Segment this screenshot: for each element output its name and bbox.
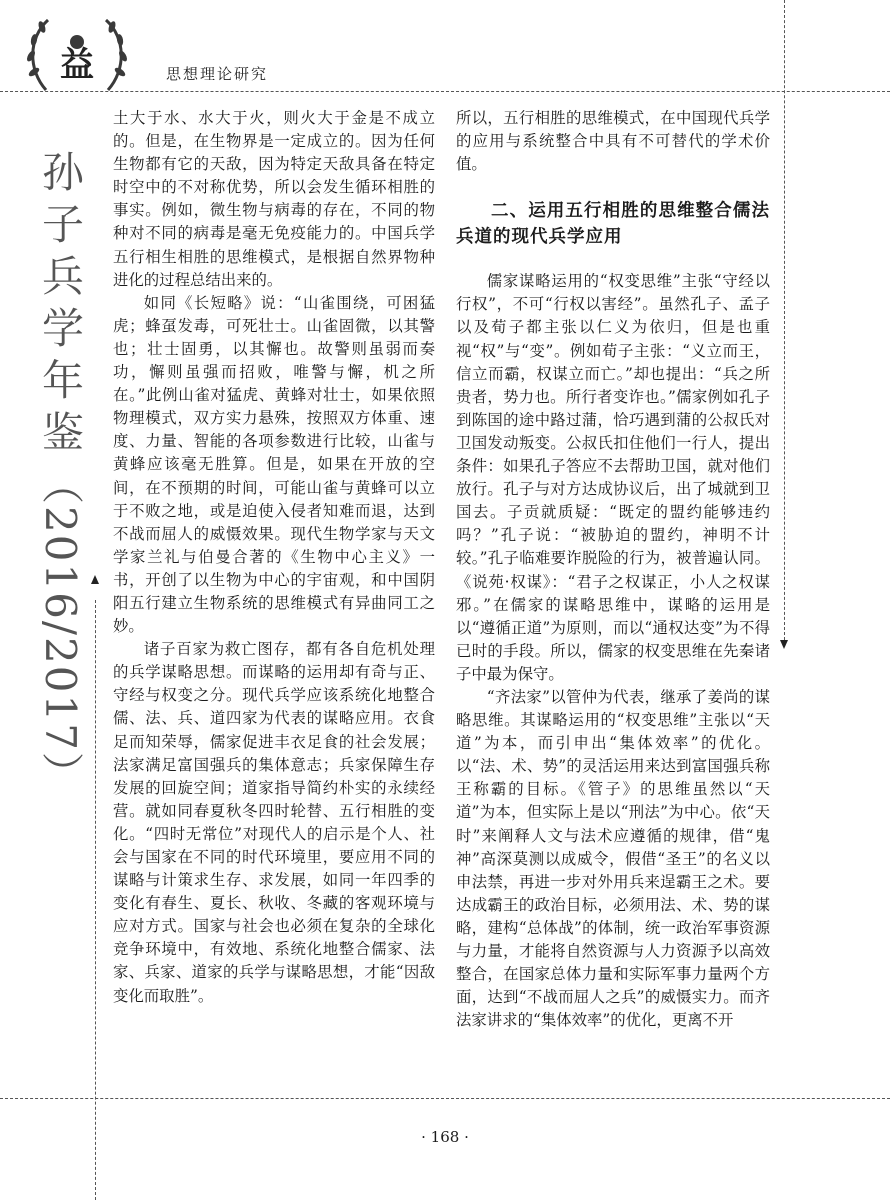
logo-glyph: 益 [60, 45, 94, 85]
paragraph: “齐法家”以管仲为代表，继承了姜尚的谋略思维。其谋略运用的“权变思维”主张以“天道”为本，而引申出“集体效率”的优化。以“法、术、势”的灵活运用来达到富国强兵称王称霸的目标。《管子》的思维虽然以“天道”为本，但实际上是以“刑法”为中心。依“天时”来阐释人文与法术应遵循的规律，借“鬼神”高深莫测以成威令，假借“圣王”的名义以申法禁，再进一步对外用兵来逞霸王之术。要达成霸王的政治目标，必须用法、术、势的谋略，建构“总体战”的体制，统一政治军事资源与力量，才能将自然资源与人力资源予以高效整合，在国家总体力量和实际军事力量两个方面，达到“不战而屈人之兵”的威慑实力。而齐法家讲求的“集体效率”的优化，更离不开 [456, 687, 770, 1030]
paragraph: 儒家谋略运用的“权变思维”主张“守经以行权”，不可“行权以害经”。虽然孔子、孟子以及荀子都主张以仁义为依归，但是也重视“权”与“变”。例如荀子主张：“义立而王，信立而霸，权谋立而亡。”却也提出：“兵之所贵者，势力也。所行者变诈也。”儒家例如孔子到陈国的途中路过蒲，恰巧遇到蒲的公叔氏对卫国发动叛变。公叔氏扣住他们一行人，提出条件：如果孔子答应不去帮助卫国，就对他们放行。孔子与对方达成协议后，出了城就到卫国去。子贡就质疑：“既定的盟约能够违约吗？”孔子说：“被胁迫的盟约，神明不计较。”孔子临难要诈脱险的行为，被普遍认同。《说苑·权谋》：“君子之权谋正，小人之权谋邪。”在儒家的谋略思维中，谋略的运用是以“遵循正道”为原则，而以“通权达变”为不得已时的手段。所以，儒家的权变思维在先秦诸子中最为保守。 [456, 272, 770, 683]
header-divider [0, 91, 890, 92]
section-name: 思想理论研究 [166, 65, 269, 83]
section-heading: 二、运用五行相胜的思维整合儒法兵道的现代兵学应用 [456, 201, 770, 248]
paragraph: 所以，五行相胜的思维模式，在中国现代兵学的应用与系统整合中具有不可替代的学术价值。 [456, 109, 770, 174]
journal-logo [18, 8, 136, 100]
side-title-year: （2016/2017） [36, 462, 85, 796]
right-column [456, 107, 770, 1032]
side-title [20, 150, 90, 796]
right-margin-guide [784, 0, 785, 640]
paragraph: 如同《长短略》说：“山雀围绕，可困猛虎；蜂虿发毒，可死壮士。山雀固微，以其警也；壮士固勇，以其懈也。故警则虽弱而奏功，懈则虽强而招败，唯警与懈，机之所在。”此例山雀对猛虎、黄蜂对壮士，如果依照物理模式，双方实力悬殊，按照双方体重、速度、力量、智能的各项参数进行比较，山雀与黄蜂应该毫无胜算。但是，如果在开放的空间，在不预期的时间，可能山雀与黄蜂可以立于不败之地，或是迫使入侵者知难而退，达到不战而屈人的威慑效果。现代生物学家与天文学家兰礼与伯曼合著的《生物中心主义》一书，开创了以生物为中心的宇宙观，和中国阴阳五行建立生物系统的思维模式有异曲同工之妙。 [113, 293, 435, 636]
side-title-main: 孙子兵学年鉴 [36, 150, 85, 462]
down-arrow-icon [780, 640, 788, 649]
laurel-emblem-icon [18, 8, 136, 100]
page-number: · 168 · [421, 1128, 469, 1146]
left-margin-guide [95, 600, 96, 1200]
paragraph: 土大于水、水大于火，则火大于金是不成立的。但是，在生物界是一定成立的。因为任何生物都有它的天敌，因为特定天敌具备在特定时空中的不对称优势，所以会发生循环相胜的事实。例如，微生物与病毒的存在，不同的物种对不同的病毒是毫无免疫能力的。中国兵学五行相生相胜的思维模式，是根据自然界物种进化的过程总结出来的。 [113, 109, 435, 289]
left-column [113, 107, 435, 1008]
up-arrow-icon [91, 575, 99, 584]
paragraph: 诸子百家为救亡图存，都有各自危机处理的兵学谋略思想。而谋略的运用却有奇与正、守经与权变之分。现代兵学应该系统化地整合儒、法、兵、道四家为代表的谋略应用。衣食足而知荣辱，儒家促进丰衣足食的社会发展；法家满足富国强兵的集体意志；兵家保障生存发展的回旋空间；道家指导简约朴实的永续经营。就如同春夏秋冬四时轮替、五行相胜的变化。“四时无常位”对现代人的启示是个人、社会与国家在不同的时代环境里，要应用不同的谋略与计策求生存、求发展，如同一年四季的变化有春生、夏长、秋收、冬藏的客观环境与应对方式。国家与社会也必须在复杂的全球化竞争环境中，有效地、系统化地整合儒家、法家、兵家、道家的兵学与谋略思想，才能“因敌变化而取胜”。 [113, 640, 435, 1005]
footer-divider [0, 1098, 890, 1099]
